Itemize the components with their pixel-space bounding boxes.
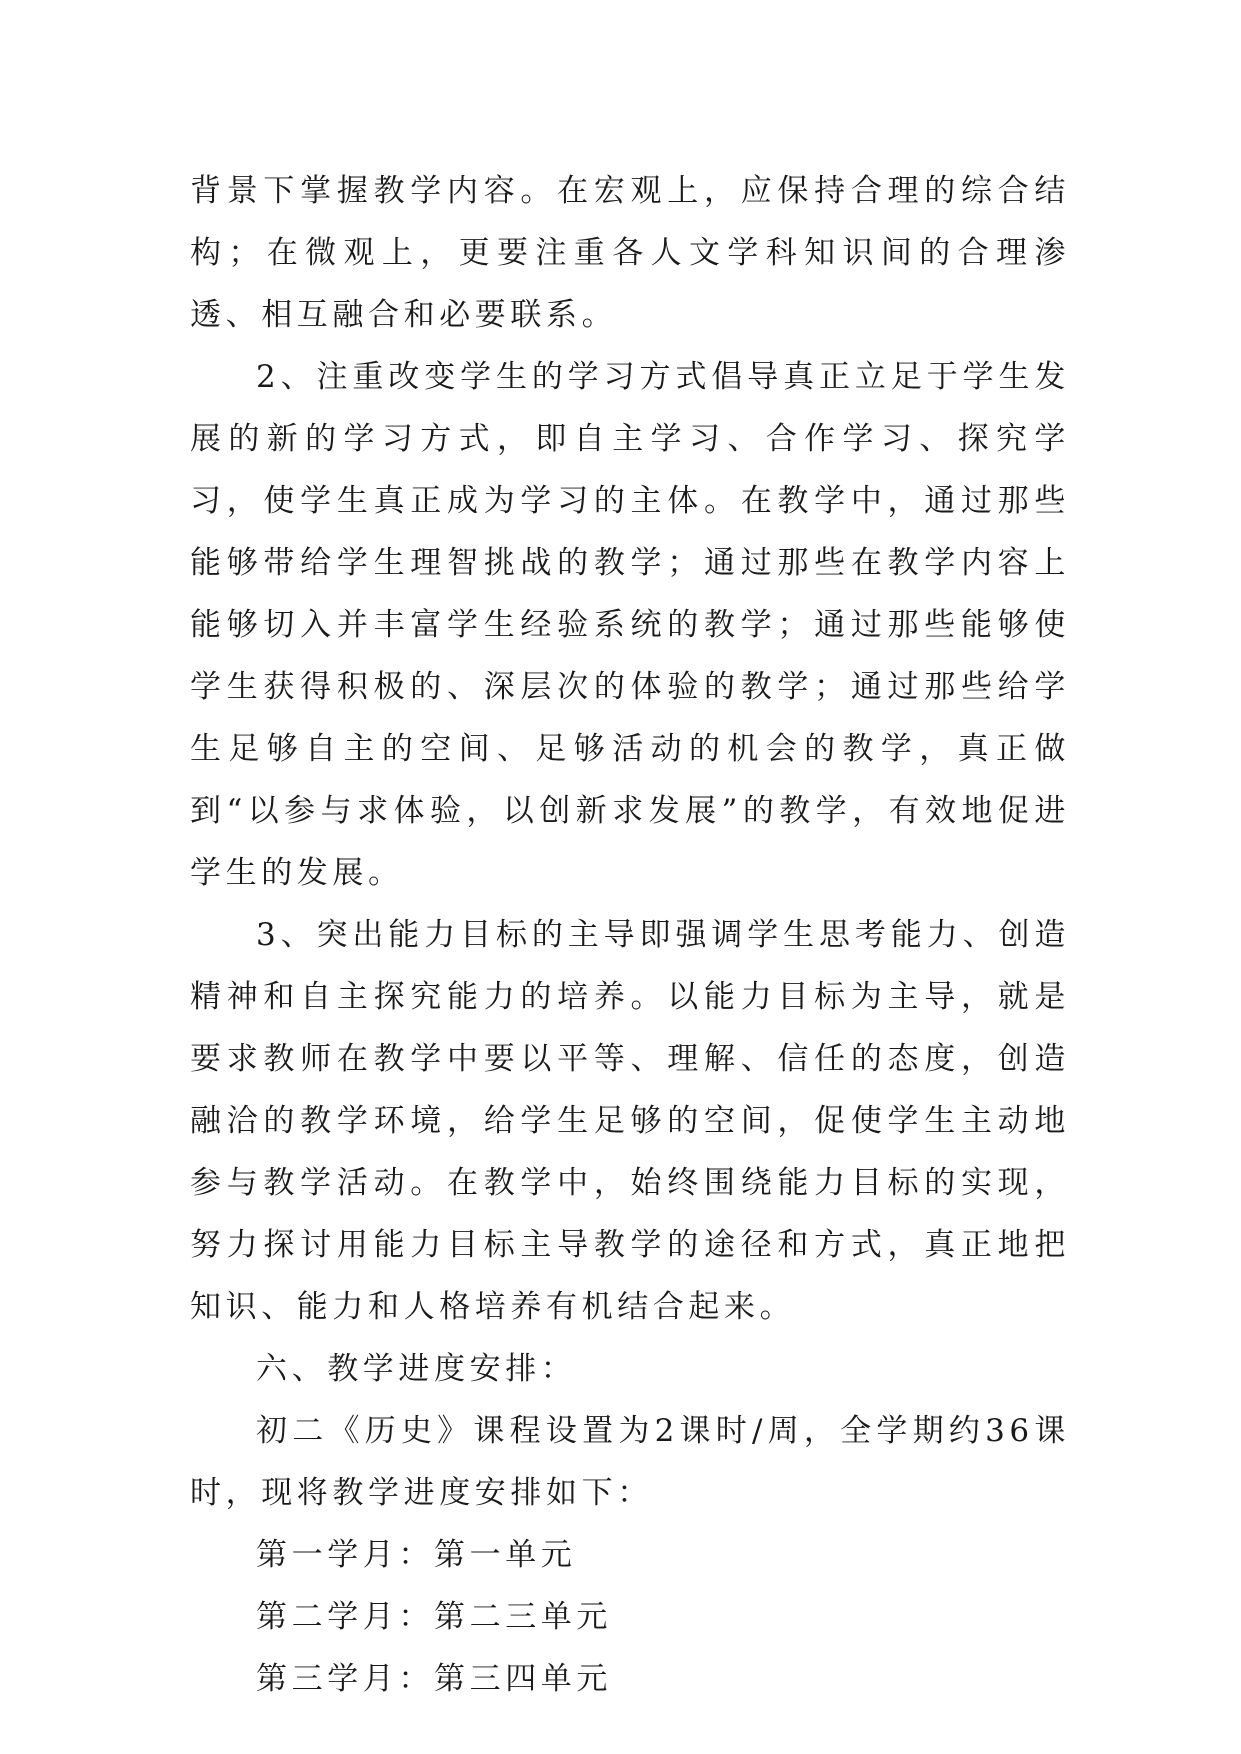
paragraph-point-3: 3、突出能力目标的主导即强调学生思考能力、创造精神和自主探究能力的培养。以能力目标为主导，就是要求教师在教学中要以平等、理解、信任的态度，创造融洽的教学环境，给学生足够的空间，促使学生主动地参与教学活动。在教学中，始终围绕能力目标的实现，努力探讨用能力目标主导教学的途径和方式，真正地把知识、能力和人格培养有机结合起来。 [190,917,1070,1325]
schedule-item-month-2: 第二学月：第二三单元 [256,1599,612,1635]
paragraph-intro-continued: 背景下掌握教学内容。在宏观上，应保持合理的综合结构；在微观上，更要注重各人文学科知识间的合理渗透、相互融合和必要联系。 [190,173,1070,333]
section-heading-schedule: 六、教学进度安排： [256,1351,577,1387]
schedule-item-month-3: 第三学月：第三四单元 [256,1661,612,1697]
paragraph-point-2: 2、注重改变学生的学习方式倡导真正立足于学生发展的新的学习方式，即自主学习、合作学习、探究学习，使学生真正成为学习的主体。在教学中，通过那些能够带给学生理智挑战的教学；通过那些在教学内容上能够切入并丰富学生经验系统的教学；通过那些能够使学生获得积极的、深层次的体验的教学；通过那些给学生足够自主的空间、足够活动的机会的教学，真正做到“以参与求体验，以创新求发展”的教学，有效地促进学生的发展。 [190,359,1070,891]
paragraph-schedule-intro: 初二《历史》课程设置为2课时/周，全学期约36课时，现将教学进度安排如下： [190,1413,1070,1511]
schedule-item-month-1: 第一学月：第一单元 [256,1537,577,1573]
document-body [190,160,1070,1710]
